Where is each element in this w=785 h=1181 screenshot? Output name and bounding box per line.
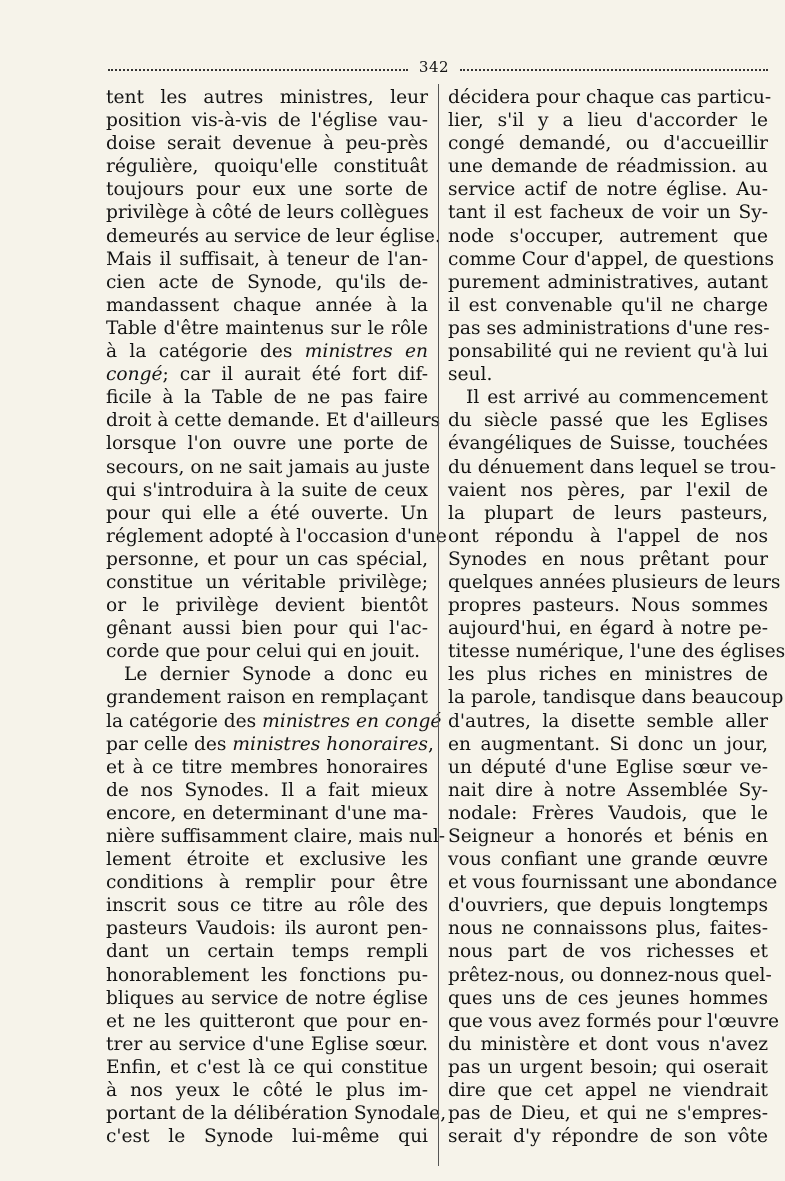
- text-line: ponsabilité qui ne revient qu'à lui: [448, 341, 768, 363]
- text-line: Table d'être maintenus sur le rôle: [106, 317, 428, 339]
- text-line: personne, et pour un cas spécial,: [106, 548, 428, 570]
- text-line: la plupart de leurs pasteurs,: [448, 502, 768, 524]
- text-line: une demande de réadmission. au: [448, 156, 768, 178]
- text-line: ques uns de ces jeunes hommes: [448, 987, 768, 1009]
- text-line: droit à cette demande. Et d'ailleurs: [106, 410, 441, 432]
- text-line: que vous avez formés pour l'œuvre: [448, 1010, 779, 1032]
- text-line: nait dire à notre Assemblée Sy-: [448, 779, 768, 801]
- text-line: la catégorie des ministres en congé: [106, 710, 442, 732]
- text-line: titesse numérique, l'une des églises: [448, 641, 785, 663]
- text-line: d'ouvriers, que depuis longtemps: [448, 895, 768, 917]
- text-line: vaient nos pères, par l'exil de: [448, 479, 768, 501]
- page-header: [108, 58, 768, 78]
- text-line: du ministère et dont vous n'avez: [448, 1033, 768, 1055]
- text-line: c'est le Synode lui-même qui: [106, 1126, 428, 1148]
- text-line: trer au service d'une Eglise sœur.: [106, 1033, 428, 1055]
- text-line: portant de la délibération Synodale,: [106, 1103, 447, 1125]
- text-line: encore, en determinant d'une ma-: [106, 802, 428, 824]
- text-line: secours, on ne sait jamais au juste: [106, 456, 431, 478]
- text-line: privilège à côté de leurs collègues: [106, 202, 429, 224]
- text-line: nière suffisamment claire, mais nul-: [106, 826, 446, 847]
- text-line: et vous fournissant une abondance: [448, 872, 778, 894]
- text-line: nous part de vos richesses et: [448, 941, 768, 963]
- text-line: demeurés au service de leur église.: [106, 225, 441, 247]
- text-line: Le dernier Synode a donc eu: [124, 664, 428, 686]
- text-line: lier, s'il y a lieu d'accorder le: [448, 110, 768, 132]
- text-line: ont répondu à l'appel de nos: [448, 525, 768, 547]
- header-rule-left: [108, 69, 408, 71]
- text-line: il est convenable qu'il ne charge: [448, 294, 768, 316]
- text-line: inscrit sous ce titre au rôle des: [106, 895, 428, 917]
- text-line: quelques années plusieurs de leurs: [448, 571, 781, 593]
- text-line: toujours pour eux une sorte de: [106, 179, 428, 201]
- text-line: comme Cour d'appel, de questions: [448, 248, 775, 270]
- text-line: pas un urgent besoin; qui oserait: [448, 1056, 768, 1078]
- text-line: position vis-à-vis de l'église vau-: [106, 110, 428, 132]
- text-line: régulière, quoiqu'elle constituât: [106, 156, 428, 178]
- text-line: Mais il suffisait, à teneur de l'an-: [106, 248, 428, 270]
- column-divider: [438, 84, 439, 1166]
- text-line: serait d'y répondre de son vôte: [448, 1126, 768, 1148]
- text-line: congé; car il aurait été fort dif-: [106, 364, 428, 386]
- text-line: nodale: Frères Vaudois, que le: [448, 802, 768, 824]
- text-line: du dénuement dans lequel se trou-: [448, 456, 777, 478]
- text-line: décidera pour chaque cas particu-: [448, 87, 772, 108]
- text-line: du siècle passé que les Eglises: [448, 410, 768, 432]
- page-number: 342: [418, 58, 450, 76]
- text-line: constitue un véritable privilège;: [106, 571, 428, 593]
- text-line: Il est arrivé au commencement: [466, 387, 768, 409]
- text-line: prêtez-nous, ou donnez-nous quel-: [448, 964, 772, 986]
- text-line: honorablement les fonctions pu-: [106, 964, 428, 986]
- text-line: corde que pour celui qui en jouit.: [106, 641, 421, 663]
- text-line: Seigneur a honorés et bénis en: [448, 826, 768, 847]
- text-line: gênant aussi bien pour qui l'ac-: [106, 618, 428, 640]
- text-line: évangéliques de Suisse, touchées: [448, 433, 768, 455]
- text-line: la parole, tandisque dans beaucoup: [448, 687, 784, 709]
- text-line: pas ses administrations d'une res-: [448, 317, 770, 339]
- text-line: ficile à la Table de ne pas faire: [106, 387, 428, 409]
- text-line: un député d'une Eglise sœur ve-: [448, 756, 768, 778]
- text-line: lement étroite et exclusive les: [106, 849, 428, 871]
- text-line: pasteurs Vaudois: ils auront pen-: [106, 918, 428, 940]
- text-line: service actif de notre église. Au-: [448, 179, 768, 201]
- text-line: réglement adopté à l'occasion d'une: [106, 525, 447, 547]
- text-line: tant il est facheux de voir un Sy-: [448, 202, 768, 224]
- text-line: pour qui elle a été ouverte. Un: [106, 502, 428, 524]
- text-line: dant un certain temps rempli: [106, 941, 428, 963]
- text-line: cien acte de Synode, qu'ils de-: [106, 271, 428, 293]
- text-line: purement administratives, autant: [448, 271, 768, 293]
- text-line: or le privilège devient bientôt: [106, 595, 428, 617]
- left-column: [106, 86, 447, 1148]
- text-line: vous confiant une grande œuvre: [448, 849, 768, 871]
- text-line: d'autres, la disette semble aller: [448, 710, 768, 732]
- text-line: conditions à remplir pour être: [106, 872, 428, 894]
- text-line: pas de Dieu, et qui ne s'empres-: [448, 1103, 768, 1125]
- text-line: les plus riches en ministres de: [448, 664, 768, 686]
- text-line: lorsque l'on ouvre une porte de: [106, 433, 428, 455]
- header-rule-right: [460, 69, 768, 71]
- text-line: de nos Synodes. Il a fait mieux: [106, 779, 428, 801]
- text-line: grandement raison en remplaçant: [106, 687, 428, 709]
- text-line: à nos yeux le côté le plus im-: [106, 1080, 428, 1102]
- text-line: dire que cet appel ne viendrait: [448, 1080, 768, 1102]
- text-line: tent les autres ministres, leur: [106, 87, 428, 108]
- text-line: aujourd'hui, en égard à notre pe-: [448, 618, 768, 640]
- text-line: congé demandé, ou d'accueillir: [448, 133, 768, 155]
- text-line: qui s'introduira à la suite de ceux: [106, 479, 428, 501]
- text-line: à la catégorie des ministres en: [106, 341, 428, 363]
- text-line: en augmentant. Si donc un jour,: [448, 733, 768, 755]
- text-line: doise serait devenue à peu-près: [106, 133, 428, 155]
- text-line: propres pasteurs. Nous sommes: [448, 595, 768, 617]
- text-line: et ne les quitteront que pour en-: [106, 1010, 428, 1032]
- text-line: node s'occuper, autrement que: [448, 225, 768, 247]
- text-line: mandassent chaque année à la: [106, 294, 428, 316]
- text-line: bliques au service de notre église: [106, 987, 428, 1009]
- text-line: et à ce titre membres honoraires: [106, 756, 428, 778]
- text-line: par celle des ministres honoraires,: [106, 733, 434, 755]
- text-line: Enfin, et c'est là ce qui constitue: [106, 1056, 428, 1078]
- text-line: Synodes en nous prêtant pour: [448, 548, 768, 570]
- text-line: seul.: [448, 364, 493, 386]
- text-line: nous ne connaissons plus, faites-: [448, 918, 768, 940]
- right-column: [448, 86, 785, 1148]
